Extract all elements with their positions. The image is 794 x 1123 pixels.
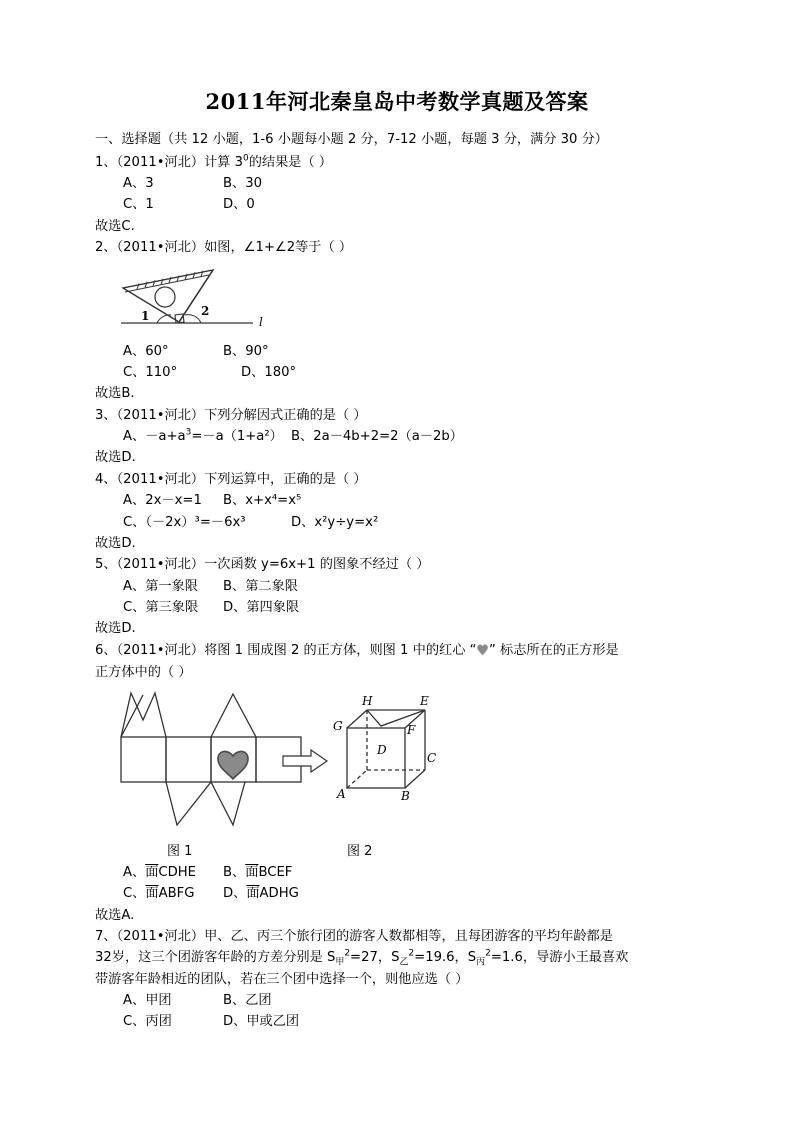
- q2-option-d[interactable]: D、180°: [241, 364, 297, 380]
- cube-label-D: D: [377, 742, 387, 757]
- q1-option-c[interactable]: C、1: [123, 197, 154, 213]
- q5-option-d[interactable]: D、第四象限: [223, 600, 300, 616]
- variance-subscript-jia: 甲: [335, 957, 345, 968]
- question-5-options-row-1: [95, 576, 699, 597]
- cube-label-B: B: [401, 788, 410, 803]
- set-square-figure: [113, 265, 363, 337]
- q7-option-d[interactable]: D、甲或乙团: [223, 1014, 300, 1030]
- q3-option-b[interactable]: B、2a－4b+2=2（a－2b）: [291, 429, 463, 445]
- q4-option-d[interactable]: D、x²y÷y=x²: [291, 514, 379, 530]
- q2-option-a[interactable]: A、60°: [123, 343, 169, 359]
- question-2-options-row-1: [95, 341, 699, 362]
- question-4-answer: 故选D.: [95, 535, 136, 551]
- heart-shape: [218, 751, 248, 779]
- question-3-answer: 故选D.: [95, 450, 136, 466]
- question-5-options-row-2: [95, 597, 699, 618]
- q2-option-b[interactable]: B、90°: [223, 343, 269, 359]
- q7-option-b[interactable]: B、乙团: [223, 993, 272, 1009]
- q4-option-a[interactable]: A、2x－x=1: [123, 493, 202, 509]
- cube-label-F: F: [407, 722, 416, 737]
- question-6-options-row-2: [95, 883, 699, 904]
- question-4-options-row-1: [95, 490, 699, 511]
- cube-label-G: G: [333, 718, 343, 733]
- q1-option-a[interactable]: A、3: [123, 176, 154, 192]
- question-4-stem: 4、（2011•河北）下列运算中，正确的是（ ）: [95, 471, 367, 487]
- angle-2-label: 2: [201, 303, 210, 318]
- question-6-answer: 故选A.: [95, 907, 135, 923]
- cube-net-figure: [115, 690, 445, 840]
- q6-option-d[interactable]: D、面ADHG: [223, 886, 299, 902]
- question-3-stem: 3、（2011•河北）下列分解因式正确的是（ ）: [95, 407, 367, 423]
- q1-stem-post: 的结果是（ ）: [248, 154, 333, 170]
- cube-label-C: C: [427, 750, 437, 765]
- question-5-answer: 故选D.: [95, 621, 136, 637]
- q6-stem-pre: 6、（2011•河北）将图 1 围成图 2 的正方体，则图 1 中的红心 “: [95, 642, 477, 658]
- figure-2-caption: 图 2: [347, 843, 373, 859]
- section-heading: 一、选择题（共 12 小题，1-6 小题每小题 2 分，7-12 小题，每题 3 分，满分 30 分）: [95, 132, 608, 148]
- q7-option-c[interactable]: C、丙团: [123, 1014, 172, 1030]
- figure-captions: [115, 840, 445, 862]
- q1-exponent: 0: [243, 153, 249, 164]
- question-3-options-row-1: [95, 426, 699, 447]
- question-2-answer: 故选B.: [95, 386, 135, 402]
- question-6-stem-line-1: [95, 640, 699, 663]
- q5-option-a[interactable]: A、第一象限: [123, 578, 198, 594]
- q2-option-c[interactable]: C、110°: [123, 364, 178, 380]
- heart-icon: ♥: [476, 642, 489, 659]
- page-title: 2011年河北秦皇岛中考数学真题及答案: [205, 89, 589, 114]
- q7-option-a[interactable]: A、甲团: [123, 993, 172, 1009]
- question-1-options-row-2: [95, 194, 699, 215]
- question-7-options-row-1: [95, 990, 699, 1011]
- q3-option-a[interactable]: A、$-a+a^3=-a(1+a^2)$: [123, 427, 283, 445]
- question-2-stem: 2、（2011•河北）如图，∠1+∠2等于（ ）: [95, 240, 353, 256]
- line-l-label: l: [259, 314, 263, 329]
- question-7-stem-line-2: 32岁，这三个团游客年龄的方差分别是 $S_甲^2=27$，$S_乙^2=19.6$，$S_丙^2=1.6$，导游小王最喜欢: [95, 948, 629, 968]
- question-1-options-row-1: [95, 173, 699, 194]
- q5-option-c[interactable]: C、第三象限: [123, 600, 199, 616]
- question-6-options-row-1: [95, 862, 699, 883]
- q1-option-b[interactable]: B、30: [223, 176, 263, 192]
- question-4-options-row-2: [95, 512, 699, 533]
- arrow-right-icon: [283, 750, 327, 772]
- q6-option-c[interactable]: C、面ABFG: [123, 886, 195, 902]
- question-7-stem-line-3: 带游客年龄相近的团队，若在三个团中选择一个，则他应选（ ）: [95, 971, 469, 987]
- question-5-stem: 5、（2011•河北）一次函数 y=6x+1 的图象不经过（ ）: [95, 557, 430, 573]
- q6-option-a[interactable]: A、面CDHE: [123, 864, 197, 880]
- variance-subscript-bing: 丙: [476, 957, 486, 968]
- cube-label-E: E: [420, 693, 429, 708]
- question-1-stem: [95, 152, 699, 173]
- cube-label-A: A: [337, 786, 346, 801]
- question-2-options-row-2: [95, 362, 699, 383]
- question-7-stem-line-1: 7、（2011•河北）甲、乙、丙三个旅行团的游客人数都相等，且每团游客的平均年龄都是: [95, 928, 613, 944]
- variance-subscript-yi: 乙: [399, 957, 409, 968]
- figure-1-caption: 图 1: [167, 843, 193, 859]
- cube-label-H: H: [362, 693, 373, 708]
- q1-option-d[interactable]: D、0: [223, 197, 255, 213]
- q4-option-b[interactable]: B、x+x⁴=x⁵: [223, 493, 302, 509]
- question-1-answer: 故选C.: [95, 218, 135, 234]
- question-6-stem-line-2: 正方体中的（ ）: [95, 665, 192, 681]
- angle-1-label: 1: [141, 308, 150, 323]
- q6-stem-post: ” 标志所在的正方形是: [488, 642, 619, 658]
- q5-option-b[interactable]: B、第二象限: [223, 578, 298, 594]
- q1-stem-pre: 1、（2011•河北）计算 3: [95, 154, 244, 170]
- q4-option-c[interactable]: C、（－2x）³=－6x³: [123, 514, 246, 530]
- question-7-options-row-2: [95, 1011, 699, 1032]
- q6-option-b[interactable]: B、面BCEF: [223, 864, 293, 880]
